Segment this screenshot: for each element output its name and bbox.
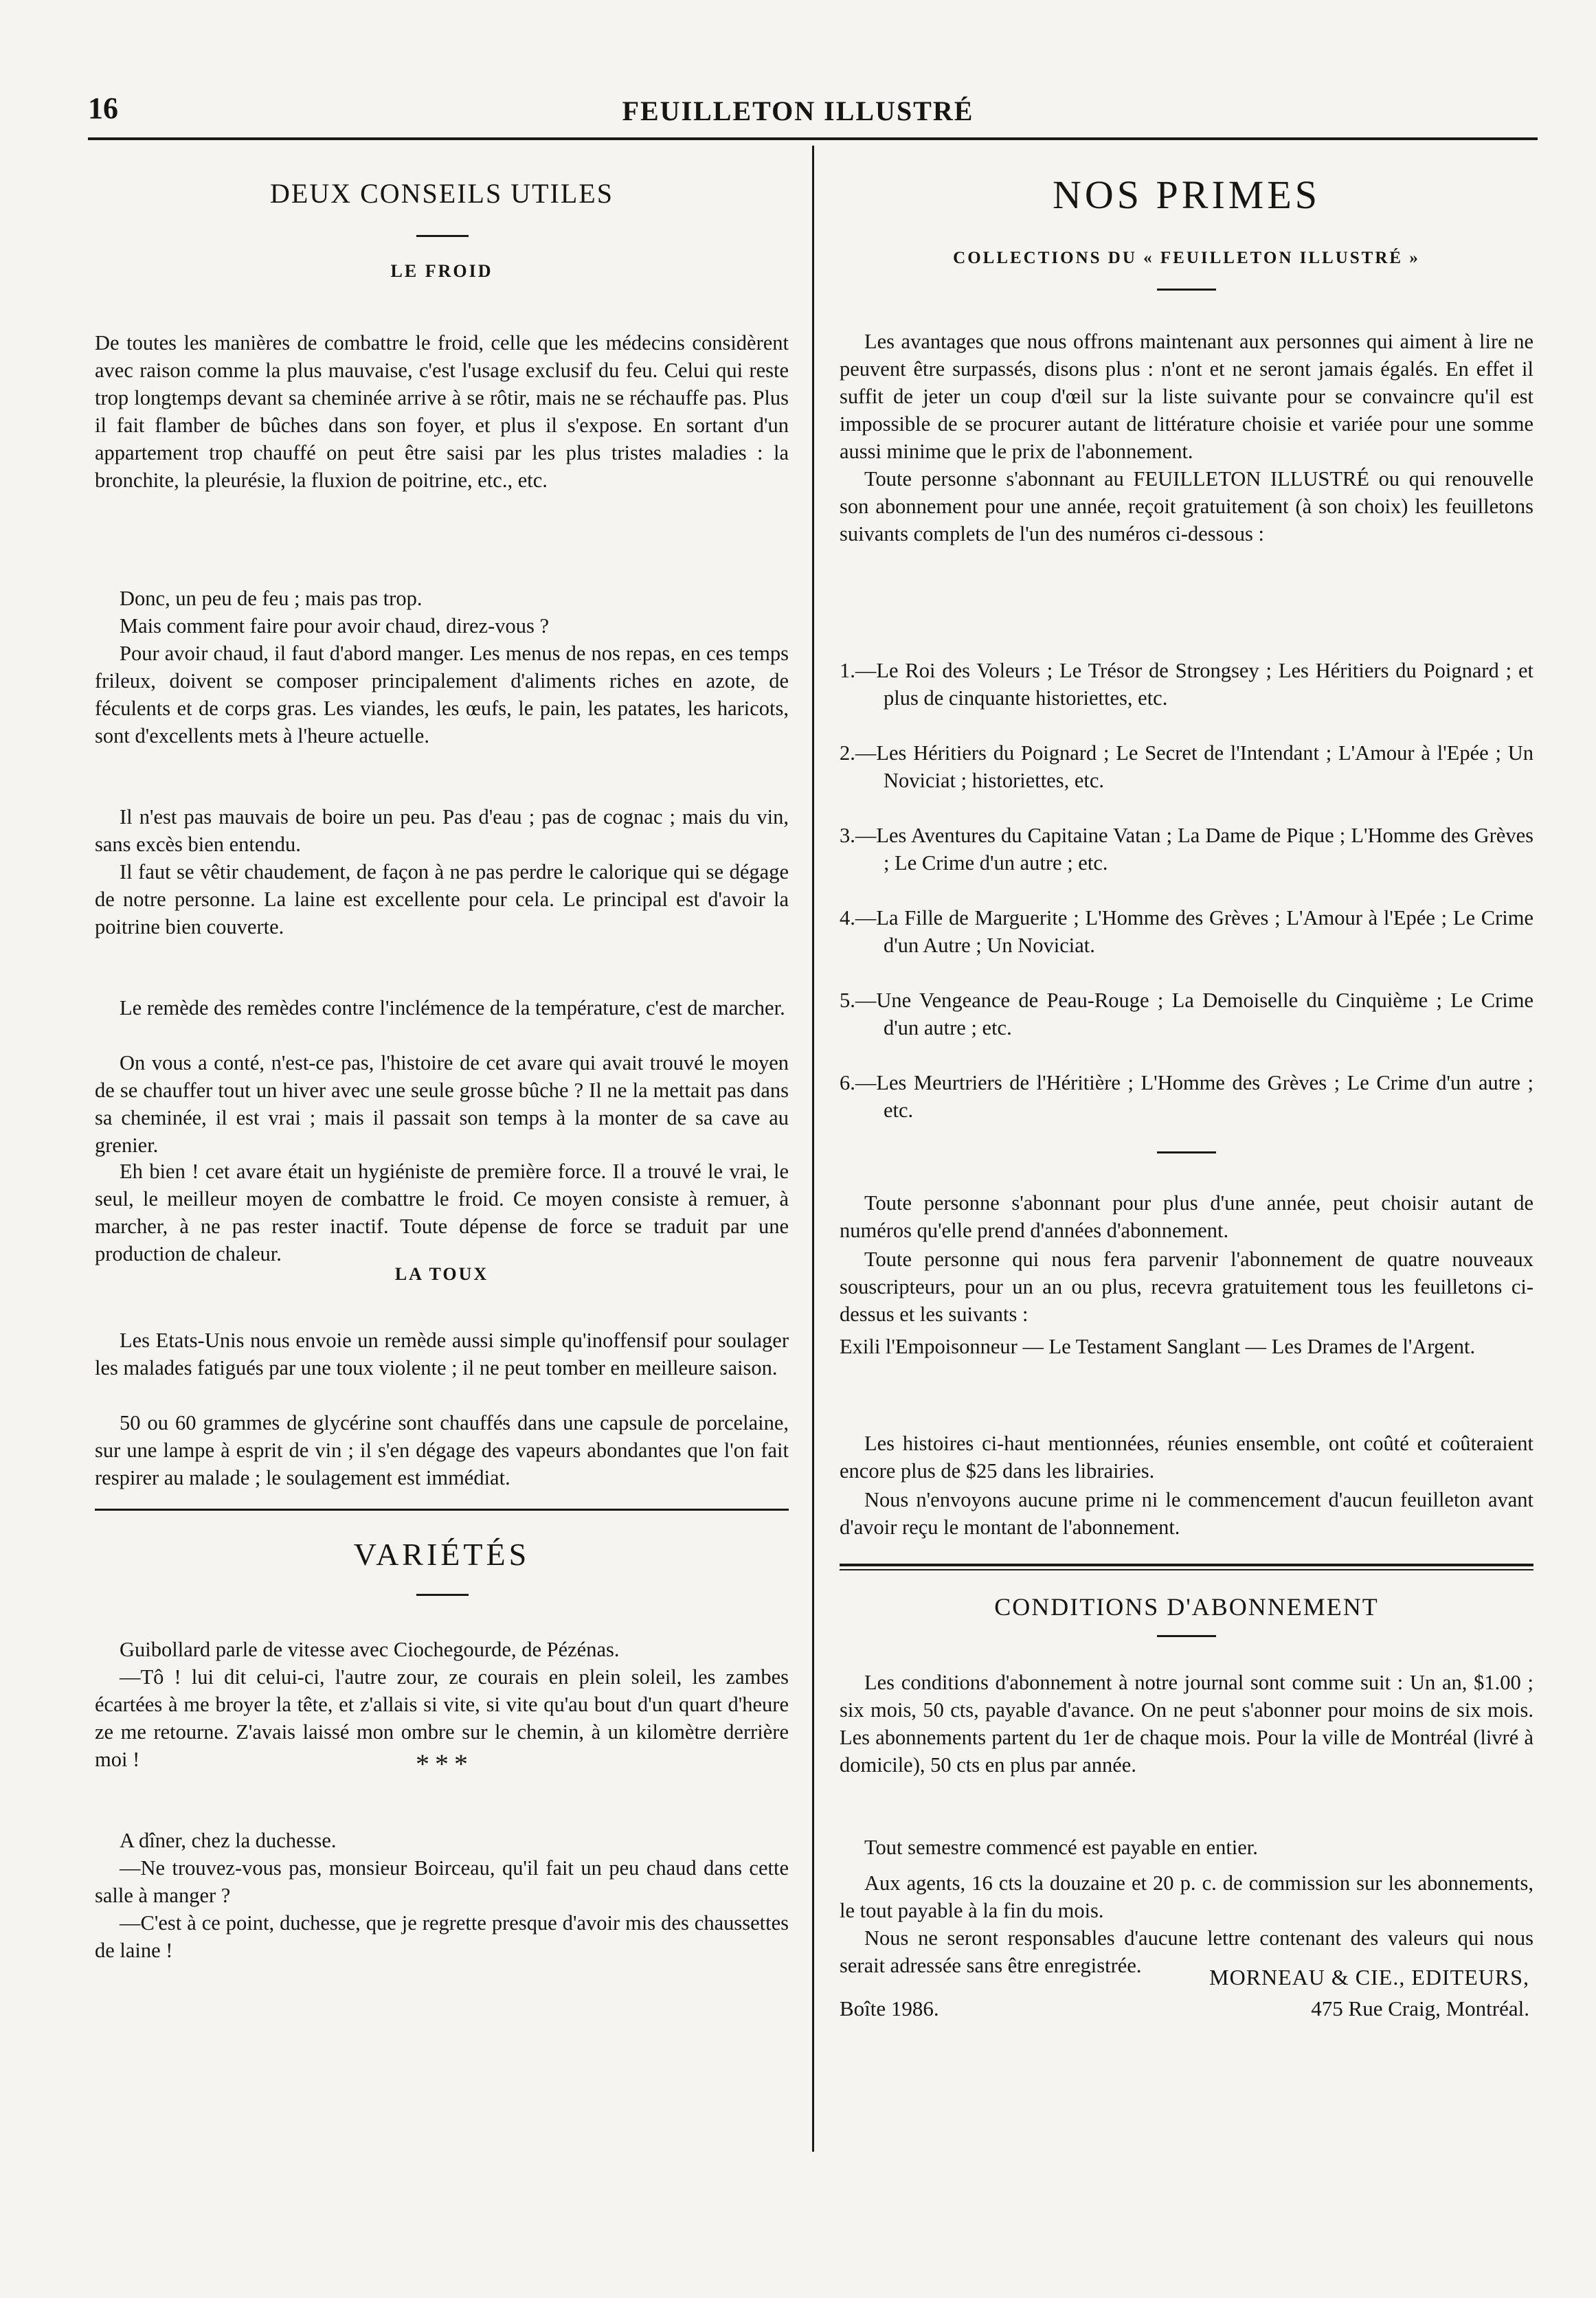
froid-paragraph: On vous a conté, n'est-ce pas, l'histoire de cet avare qui avait trouvé le moyen de se chauffer tout un hiver avec une seule grosse bûche ? Il ne la mettait pas dans sa cheminée, il est vrai ; mais il passait son temps à la monter de sa cave au grenier. <box>95 1050 789 1157</box>
varietes-title: VARIÉTÉS <box>353 1537 530 1572</box>
primes-after: Toute personne s'abonnant pour plus d'une année, peut choisir autant de numéros qu'elle prend d'années d'abonnement. <box>840 1191 1533 1242</box>
primes-intro: Toute personne s'abonnant au FEUILLETON ILLUSTRÉ ou qui renouvelle son abonnement pour une année, reçoit gratuitement (à son choix) les feuilletons suivants complets de l'un des numéros ci-dessous : <box>840 466 1533 545</box>
section-rule <box>840 1564 1533 1566</box>
section-rule <box>840 1569 1533 1570</box>
primes-intro: Les avantages que nous offrons maintenant aux personnes qui aiment à lire ne peuvent être surpassés, disons plus : n'ont et ne seront jamais égalés. En effet il suffit de jeter un coup d'œil sur la liste suivante pour se convaincre qu'il est impossible de se procurer autant de littérature choisie et variée pour une somme aussi minime que le prix de l'abonnement. <box>840 329 1533 463</box>
froid-paragraph: Mais comment faire pour avoir chaud, direz-vous ? <box>120 613 550 638</box>
primes-after: Toute personne qui nous fera parvenir l'abonnement de quatre nouveaux souscripteurs, pour un an ou plus, recevra gratuitement tous les feuilletons ci-dessus et les suivants : <box>840 1247 1533 1326</box>
varietes-paragraph: Guibollard parle de vitesse avec Ciochegourde, de Pézénas. <box>120 1637 620 1661</box>
asterism: * * * <box>415 1748 468 1779</box>
conditions-paragraph: Les conditions d'abonnement à notre journal sont comme suit : Un an, $1.00 ; six mois, 50 cts, payable d'avance. On ne peut s'abonner pour moins de six mois. Les abonnements partent du 1er de chaque mois. Pour la ville de Montréal (livré à domicile), 50 cts en plus par année. <box>840 1670 1533 1777</box>
prime-item: 3.—Les Aventures du Capitaine Vatan ; La Dame de Pique ; L'Homme des Grèves ; Le Crime d'un autre ; etc. <box>840 824 1533 875</box>
froid-paragraph: Il n'est pas mauvais de boire un peu. Pas d'eau ; pas de cognac ; mais du vin, sans excès bien entendu. <box>95 804 789 856</box>
diner-paragraph: —Ne trouvez-vous pas, monsieur Boirceau, qu'il fait un peu chaud dans cette salle à manger ? <box>95 1856 789 1907</box>
conditions-paragraph: Tout semestre commencé est payable en entier. <box>864 1835 1258 1859</box>
toux-paragraph: 50 ou 60 grammes de glycérine sont chauffés dans une capsule de porcelaine, sur une lampe à esprit de vin ; il s'en dégage des vapeurs abondantes que l'on fait respirer au malade ; le soulagement est immédiat. <box>95 1410 789 1489</box>
toux-paragraph: Les Etats-Unis nous envoie un remède aussi simple qu'inoffensif pour soulager les malades fatigués par une toux violente ; il ne peut tomber en meilleure saison. <box>95 1328 789 1379</box>
prime-item: 2.—Les Héritiers du Poignard ; Le Secret de l'Intendant ; L'Amour à l'Epée ; Un Noviciat ; historiettes, etc. <box>840 741 1533 792</box>
conditions-title: CONDITIONS D'ABONNEMENT <box>994 1593 1379 1621</box>
prime-item: 6.—Les Meurtriers de l'Héritière ; L'Homme des Grèves ; Le Crime d'un autre ; etc. <box>840 1071 1533 1122</box>
toux-heading: LA TOUX <box>394 1264 489 1284</box>
publisher-address: 475 Rue Craig, Montréal. <box>1311 1996 1529 2020</box>
postal-box: Boîte 1986. <box>840 1996 939 2020</box>
section-rule <box>95 1509 789 1511</box>
froid-heading: LE FROID <box>390 261 493 281</box>
extra-titles: Exili l'Empoisonneur — Le Testament Sanglant — Les Drames de l'Argent. <box>840 1335 1476 1358</box>
primes-subtitle: COLLECTIONS DU « FEUILLETON ILLUSTRÉ » <box>953 249 1420 267</box>
froid-paragraph: Il faut se vêtir chaudement, de façon à ne pas perdre le calorique qui se dégage de notre personne. La laine est excellente pour cela. Le principal est d'avoir la poitrine bien couverte. <box>95 859 789 938</box>
conditions-paragraph: Nous ne seront responsables d'aucune lettre contenant des valeurs qui nous serait adressée sans être enregistrée. <box>840 1926 1533 1977</box>
running-title: FEUILLETON ILLUSTRÉ <box>622 95 974 126</box>
publisher-signature: MORNEAU & CIE., EDITEURS, <box>1209 1965 1529 1990</box>
froid-paragraph: Le remède des remèdes contre l'inclémence de la température, c'est de marcher. <box>120 995 785 1020</box>
header-rule <box>88 137 1538 140</box>
varietes-paragraph: —Tô ! lui dit celui-ci, l'autre zour, ze courais en plein soleil, les zambes écartées à me broyer la tête, et z'allais si vite, si vite qu'au bout d'un quart d'heure ze me retourne. Z'avais laissé mon ombre sur le chemin, à un kilomètre derrière moi ! <box>95 1665 789 1771</box>
primes-closing: Les histoires ci-haut mentionnées, réunies ensemble, ont coûté et coûteraient encore plus de $25 dans les librairies. <box>840 1431 1533 1483</box>
conditions-paragraph: Aux agents, 16 cts la douzaine et 20 p. c. de commission sur les abonnements, le tout payable à la fin du mois. <box>840 1871 1533 1922</box>
title-divider <box>416 1594 469 1596</box>
diner-paragraph: —C'est à ce point, duchesse, que je regrette presque d'avoir mis des chaussettes de laine ! <box>95 1911 789 1962</box>
title-divider <box>1157 1635 1216 1637</box>
primes-title: NOS PRIMES <box>1052 172 1321 217</box>
list-divider <box>1157 1151 1216 1153</box>
prime-item: 5.—Une Vengeance de Peau-Rouge ; La Demoiselle du Cinquième ; Le Crime d'un autre ; etc. <box>840 989 1533 1039</box>
conseils-title: DEUX CONSEILS UTILES <box>270 178 614 209</box>
title-divider <box>1157 289 1216 291</box>
froid-paragraph: Donc, un peu de feu ; mais pas trop. <box>120 586 423 610</box>
froid-paragraph: Eh bien ! cet avare était un hygiéniste de première force. Il a trouvé le vrai, le seul, le meilleur moyen de combattre le froid. Ce moyen consiste à remuer, à marcher, à ne pas rester inactif. Toute dépense de force se traduit par une production de chaleur. <box>95 1159 789 1265</box>
title-divider <box>416 235 469 237</box>
prime-item: 4.—La Fille de Marguerite ; L'Homme des Grèves ; L'Amour à l'Epée ; Le Crime d'un Autre ; Un Noviciat. <box>840 906 1533 957</box>
page-number: 16 <box>88 91 118 125</box>
froid-paragraph: Pour avoir chaud, il faut d'abord manger. Les menus de nos repas, en ces temps frileux, doivent se composer principalement d'aliments riches en azote, de féculents et de corps gras. Les viandes, les œufs, le pain, les patates, les haricots, sont d'excellents mets à l'heure actuelle. <box>95 641 789 747</box>
primes-closing: Nous n'envoyons aucune prime ni le commencement d'aucun feuilleton avant d'avoir reçu le montant de l'abonnement. <box>840 1487 1533 1539</box>
column-divider <box>812 146 814 2152</box>
prime-item: 1.—Le Roi des Voleurs ; Le Trésor de Strongsey ; Les Héritiers du Poignard ; et plus de cinquante historiettes, etc. <box>840 659 1533 710</box>
froid-paragraph: De toutes les manières de combattre le froid, celle que les médecins considèrent avec raison comme la plus mauvaise, c'est l'usage exclusif du feu. Celui qui reste trop longtemps devant sa cheminée arrive à se rôtir, mais ne se réchauffe pas. Plus il fait flamber de bûches dans son foyer, et plus il s'expose. En sortant d'un appartement trop chauffé on peut être saisi par les plus tristes maladies : la bronchite, la pleurésie, la fluxion de poitrine, etc., etc. <box>95 330 789 492</box>
diner-paragraph: A dîner, chez la duchesse. <box>120 1828 337 1852</box>
